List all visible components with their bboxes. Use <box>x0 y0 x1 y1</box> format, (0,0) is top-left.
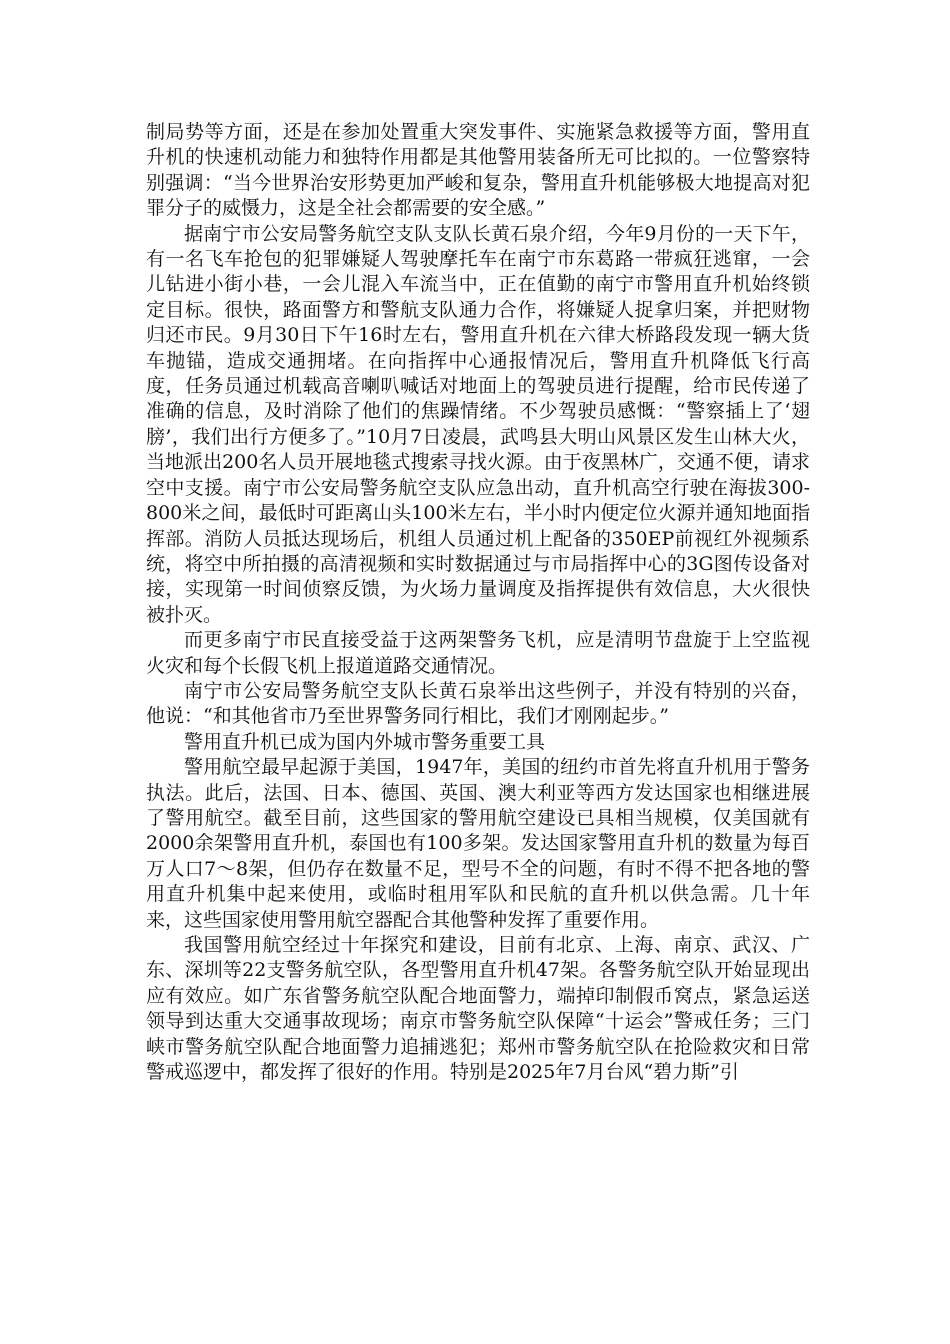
paragraph-china-police-aviation: 我国警用航空经过十年探究和建设，目前有北京、上海、南京、武汉、广东、深圳等22支警务航空队，各型警用直升机47架。各警务航空队开始显现出应有效应。如广东省警务航空队配合地面警力，端掉印制假币窝点，紧急运送领导到达重大交通事故现场；南京市警务航空队保障“十运会”警戒任务；三门峡市警务航空队配合地面警力追捕逃犯；郑州市警务航空队在抢险救灾和日常警戒巡逻中，都发挥了很好的作用。特别是2025年7月台风“碧力斯”引 <box>146 934 810 1084</box>
section-heading: 警用直升机已成为国内外城市警务重要工具 <box>184 730 546 753</box>
paragraph-nanning-cases: 据南宁市公安局警务航空支队支队长黄石泉介绍，今年9月份的一天下午，有一名飞车抢包的犯罪嫌疑人驾驶摩托车在南宁市东葛路一带疯狂逃窜，一会儿钻进小街小巷，一会儿混入车流当中，正在值勤的南宁市警用直升机始终锁定目标。很快，路面警方和警航支队通力合作，将嫌疑人捉拿归案，并把财物归还市民。9月30日下午16时左右，警用直升机在六律大桥路段发现一辆大货车抛锚，造成交通拥堵。在向指挥中心通报情况后，警用直升机降低飞行高度，任务员通过机载高音喇叭喊话对地面上的驾驶员进行提醒，给市民传递了准确的信息，及时消除了他们的焦躁情绪。不少驾驶员感慨：“警察插上了‘翅膀’，我们出行方便多了。”10月7日凌晨，武鸣县大明山风景区发生山林大火，当地派出200名人员开展地毯式搜索寻找火源。由于夜黑林广，交通不便，请求空中支援。南宁市公安局警务航空支队应急出动，直升机高空行驶在海拔300-800米之间，最低时可距离山头100米左右，半小时内便定位火源并通知地面指挥部。消防人员抵达现场后，机组人员通过机上配备的350EP前视红外视频系统，将空中所拍摄的高清视频和实时数据通过与市局指挥中心的3G图传设备对接，实现第一时间侦察反馈，为火场力量调度及指挥提供有效信息，大火很快被扑灭。 <box>146 222 810 626</box>
paragraph-citizens-benefit: 而更多南宁市民直接受益于这两架警务飞机，应是清明节盘旋于上空监视火灾和每个长假飞机上报道道路交通情况。 <box>146 629 810 677</box>
document-body <box>146 120 810 1085</box>
paragraph-captain-quote: 南宁市公安局警务航空支队长黄石泉举出这些例子，并没有特别的兴奋，他说：“和其他省市乃至世界警务同行相比，我们才刚刚起步。” <box>146 679 810 728</box>
paragraph-continuation: 制局势等方面，还是在参加处置重大突发事件、实施紧急救援等方面，警用直升机的快速机动能力和独特作用都是其他警用装备所无可比拟的。一位警察特别强调：“当今世界治安形势更加严峻和复杂，警用直升机能够极大地提高对犯罪分子的威慑力，这是全社会都需要的安全感。” <box>146 121 810 220</box>
paragraph-police-aviation-origin: 警用航空最早起源于美国，1947年，美国的纽约市首先将直升机用于警务执法。此后，法国、日本、德国、英国、澳大利亚等西方发达国家也相继进展了警用航空。截至目前，这些国家的警用航空建设已具相当规模，仅美国就有2000余架警用直升机，泰国也有100多架。发达国家警用直升机的数量为每百万人口7～8架，但仍存在数量不足，型号不全的问题，有时不得不把各地的警用直升机集中起来使用，或临时租用军队和民航的直升机以供急需。几十年来，这些国家使用警用航空器配合其他警种发挥了重要作用。 <box>146 756 810 931</box>
